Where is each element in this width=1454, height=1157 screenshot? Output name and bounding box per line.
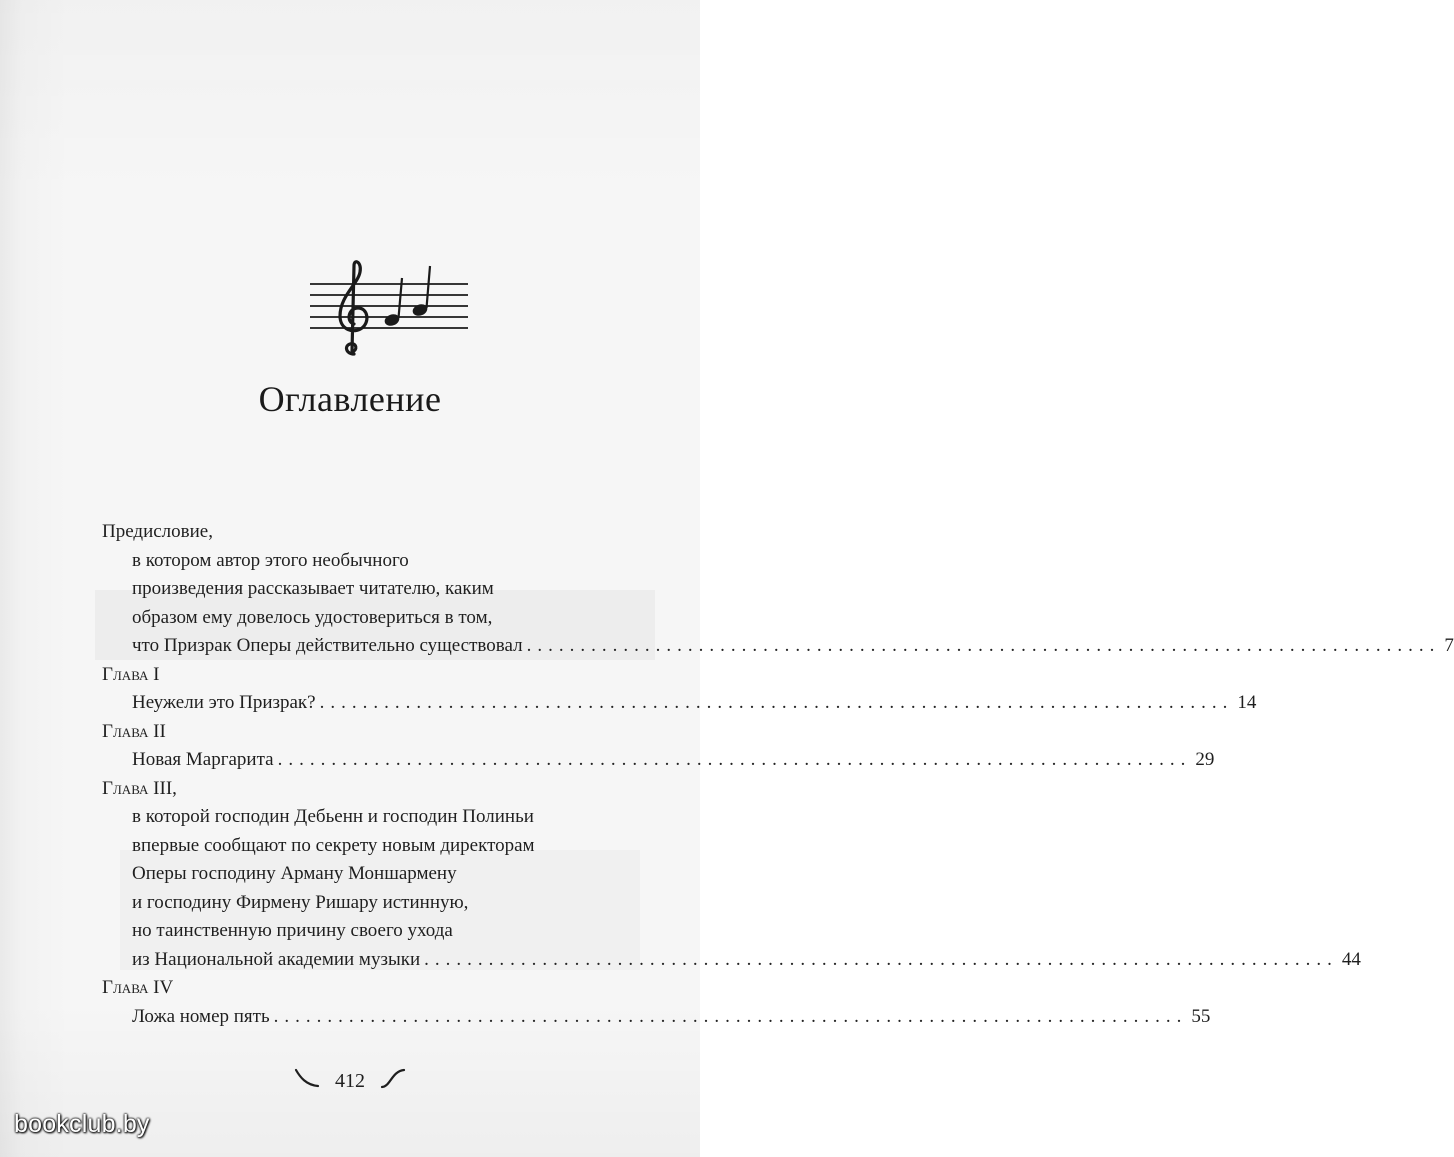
ornament-right-icon [378, 1067, 408, 1091]
dot-leader: ..................................................................................... [526, 635, 1441, 656]
toc-heading: Глава II [102, 720, 166, 742]
dot-leader: ..................................................................................... [424, 948, 1338, 970]
toc-entry-text: из Национальной академии музыки [132, 948, 421, 970]
table-of-contents [102, 518, 1454, 1031]
toc-page-number: 44 [1341, 948, 1361, 970]
toc-entry-text: Неужели это Призрак? [132, 692, 316, 713]
toc-page-number: 14 [1237, 692, 1257, 713]
toc-page-number: 29 [1195, 749, 1215, 770]
toc-line: но таинственную причину своего ухода [132, 920, 453, 941]
dot-leader: ..................................................................................... [273, 1005, 1188, 1027]
toc-line: и господину Фирмену Ришару истинную, [132, 891, 469, 913]
toc-line: произведения рассказывает читателю, каким [132, 578, 494, 599]
ornament-left-icon [292, 1067, 322, 1091]
watermark: bookclub.by [14, 1110, 150, 1138]
toc-entry[interactable] [102, 1003, 1211, 1032]
toc-entry[interactable] [102, 632, 1454, 661]
toc-entry-text: что Призрак Оперы действительно существовал [132, 635, 523, 656]
page-number: 412 [335, 1070, 365, 1092]
toc-heading: Глава I [102, 663, 160, 685]
toc-line: Оперы господину Арману Моншармену [132, 863, 457, 884]
page-footer [0, 1067, 700, 1093]
toc-line: в которой господин Дебьенн и господин Полиньи [132, 806, 534, 827]
dot-leader: ..................................................................................... [277, 749, 1192, 770]
toc-line: в котором автор этого необычного [132, 549, 409, 571]
toc-heading: Глава III, [102, 777, 177, 799]
toc-entry[interactable] [102, 746, 1215, 775]
toc-heading: Глава IV [102, 977, 174, 998]
toc-entry[interactable] [102, 946, 1361, 975]
toc-line: впервые сообщают по секрету новым директорам [132, 834, 535, 856]
dot-leader: ..................................................................................... [319, 692, 1234, 713]
toc-heading: Предисловие, [102, 521, 213, 542]
toc-page-number: 55 [1191, 1005, 1211, 1027]
music-staff-treble-clef-icon [310, 256, 470, 356]
toc-line: образом ему довелось удостовериться в том, [132, 606, 493, 628]
page-title: Оглавление [258, 379, 442, 419]
toc-entry[interactable] [102, 689, 1257, 718]
toc-page-number: 7 [1444, 635, 1454, 656]
toc-entry-text: Новая Маргарита [132, 749, 274, 770]
toc-entry-text: Ложа номер пять [132, 1005, 270, 1027]
